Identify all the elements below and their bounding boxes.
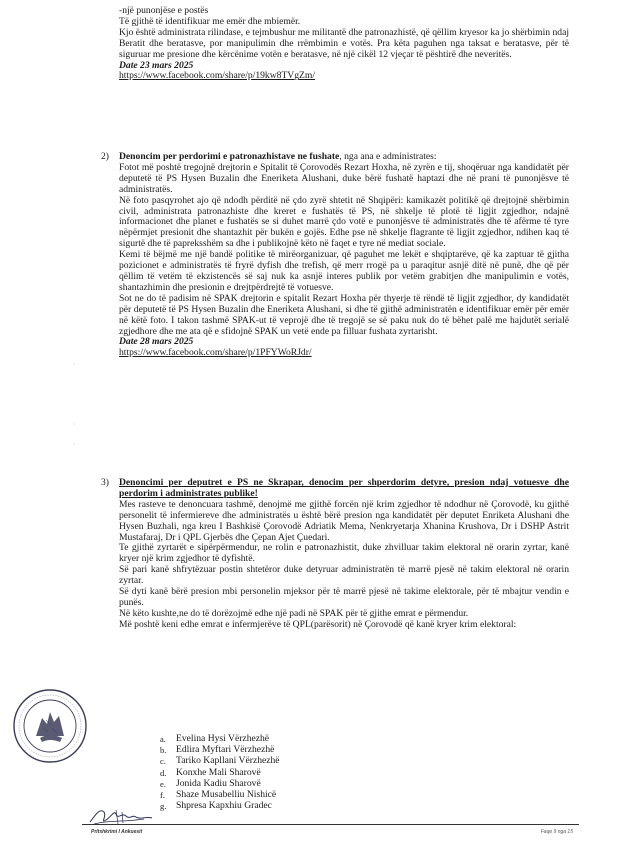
section-3-paragraph-3: Së pari kanë shfrytëzuar postin shtetëror duke detyruar administratën të marrë pjesë në takim elektoral në orarin zyrtar.	[119, 564, 569, 587]
section-3-heading: Denoncimi per deputret e PS ne Skrapar, denocim per shperdorim detyre, presion ndaj votuesve dhe perdorim i administrates publike!	[119, 477, 569, 499]
margin-mark: ·	[73, 420, 76, 429]
names-list	[160, 734, 420, 812]
section-2-paragraph-3: Kemi të bëjmë me një bandë politike të mirëorganizuar, që paguhet me lekët e shqiptarëve, që ka zaptuar të gjitha pozicionet e administratës të fryrë dyfish dhe trefish, që merr rrogë pa u paraqitur asnjë ditë në punë, dhe që për qëllim të vetëm të ekzistencës së saj nuk ka asnjë interes publik por vetëm grabitjen dhe manipulimin e votës, shantazhimin dhe presionin e drejtpërdrejtë të votuesve.	[119, 249, 569, 293]
section-2-heading: Denoncim per perdorimi e patronazhistave ne fushate	[119, 151, 340, 162]
section-3	[119, 478, 569, 631]
list-item-name: Shpresa Kapxhiu Gradec	[176, 800, 272, 812]
list-item	[160, 801, 420, 812]
list-item-letter: c.	[160, 756, 166, 767]
intro-line-2: Të gjithë të identifikuar me emër dhe mbiemër.	[119, 15, 301, 27]
list-item-letter: d.	[160, 767, 167, 778]
section-2-heading-rest: , nga ana e administrates:	[339, 151, 437, 162]
margin-mark: ·	[73, 440, 76, 449]
section-3-paragraph-6: Më poshtë keni edhe emrat e infermjerëve të QPL(parësorit) në Çorovodë që kanë kryer krim elektoral:	[119, 618, 517, 630]
intro-block	[119, 6, 569, 82]
margin-mark: ·	[73, 360, 76, 369]
section-3-paragraph-4: Së dyti kanë bërë presion mbi personelin mjeksor për të marrë pjesë në takime elektorale, për të mbajtur vendin e punës.	[119, 586, 569, 608]
section-2-paragraph-4: Sot ne do të padisim në SPAK drejtorin e spitalit Rezart Hoxha për thyerje të rëndë të ligjit zgjedhor, dy kandidatët për deputetë të PS Hysen Buzalin dhe Eneriketa Alushani, si dhe të gjithë administratën e identifikuar emër për emër në këtë foto. I takon tashmë SPAK-ut të veprojë dhe të tregojë se së paku nuk do të bëhet palë me hajdutët serialë zgjedhore dhe me ata që e sfidojnë SPAK un vetë ende pa filluar fushata zyrtarisht.	[119, 292, 569, 337]
list-item-name: Jonida Kadiu Sharovë	[176, 777, 261, 789]
footer-signature-label: Pritshkrimi I Ankuesit	[91, 829, 143, 835]
list-item-letter: b.	[160, 745, 167, 756]
section-2-paragraph-1: Fotot më poshtë tregojnë drejtorin e Spitalit të Çorovodës Rezart Hoxha, në zyrën e tij, shoqëruar nga kandidatët për deputetë të PS Hysen Buzalin dhe Eneriketa Alushani, duke bërë fushatë haptazi dhe në prani të punonjësve të administratës.	[119, 161, 569, 195]
list-item-letter: f.	[160, 789, 165, 800]
intro-paragraph: Kjo është administrata rilindase, e tejmbushur me militantë dhe patronazhistë, që qëllim kryesor ka jo shërbimin ndaj Beratit dhe beratasve, por manipulimin dhe rrëmbimin e votës. Pra këta paguhen nga taksat e beratasve, për të siguruar me presione dhe kërcënime votën e beratasve, në një cikël 12 vjeçar të pështirë dhe neveritës.	[119, 26, 569, 60]
intro-date: Date 23 mars 2025	[119, 59, 194, 71]
section-3-paragraph-1: Mes rasteve te denoncuara tashmë, denojmë me gjithë forcën një krim zgjedhor të ndodhur në Çorovodë, ku gjithë personelit të infermiereve dhe administratës u është bërë presion nga kandidatët për deputet Enriketa Alushani dhe Hysen Buzhali, nga kreu I Bashkisë Çorovodë Adriatik Mema, Nenkryetarja Xhanina Krushova, Dr i DSHP Astrit Mustafaraj, Dr i QPL Gjerbës dhe Çepan Ajet Çuedari.	[119, 498, 569, 543]
list-item-letter: e.	[160, 778, 166, 789]
footer-page-number: Faqe 9 nga 15	[540, 829, 573, 835]
footer-divider	[82, 824, 579, 825]
list-item-letter: a.	[160, 734, 166, 744]
section-2-paragraph-2: Në foto pasqyrohet ajo që ndodh përditë në çdo zyrë shtetit në Shqipëri: kamikazët politikë që drejtojnë shërbimin civil, administrata patronazhiste dhe kreret e fushatës të PS, në shkelje të plotë të ligjit zgjedhor, ndajnë informacionet dhe planet e fushatës se si duhet marrë çdo votë e punonjësve të administratës dhe të afërme të tyre nëpërmjet presionit dhe shantazhit për bukën e gojës. Edhe pse në shkelje flagrante të ligjit zgjedhor, ndihen kaq të sigurtë dhe të papreksshëm sa dhe i publikojnë këto në faqet e tyre në mediat sociale.	[119, 194, 569, 250]
list-item-name: Evelina Hysi Vërzhezhë	[176, 733, 270, 744]
list-item-name: Konxhe Mali Sharovë	[176, 766, 261, 778]
section-3-paragraph-2: Te gjithë zyrtarët e sipërpërmendur, ne rolin e patronazhistit, duke zhvilluar takim elektoral në orarin zyrtar, kanë kryer një krim zgjedhor të dyfishtë.	[119, 542, 569, 565]
official-stamp-icon	[12, 688, 88, 764]
section-2	[119, 152, 569, 359]
section-3-paragraph-5: Në këto kushte,ne do të dorëzojmë edhe një padi në SPAK për të gjithe emrat e përmendur.	[119, 607, 469, 619]
section-3-number: 3)	[101, 477, 109, 488]
list-item-name: Shaze Musabelliu Nishicë	[176, 788, 277, 800]
section-2-link[interactable]: https://www.facebook.com/share/p/1PFYWoRJdr/	[119, 347, 312, 359]
list-item	[160, 756, 420, 767]
section-2-number: 2)	[101, 151, 109, 162]
list-item-name: Edlira Myftari Vërzhezhë	[176, 744, 275, 756]
list-item-name: Tariko Kapllani Vërzhezhë	[176, 755, 280, 767]
section-2-date: Date 28 mars 2025	[119, 336, 194, 348]
intro-line-1: -një punonjëse e postës	[119, 5, 209, 16]
list-item-letter: g.	[160, 801, 167, 812]
intro-link[interactable]: https://www.facebook.com/share/p/19kw8TVgZm/	[119, 70, 316, 82]
